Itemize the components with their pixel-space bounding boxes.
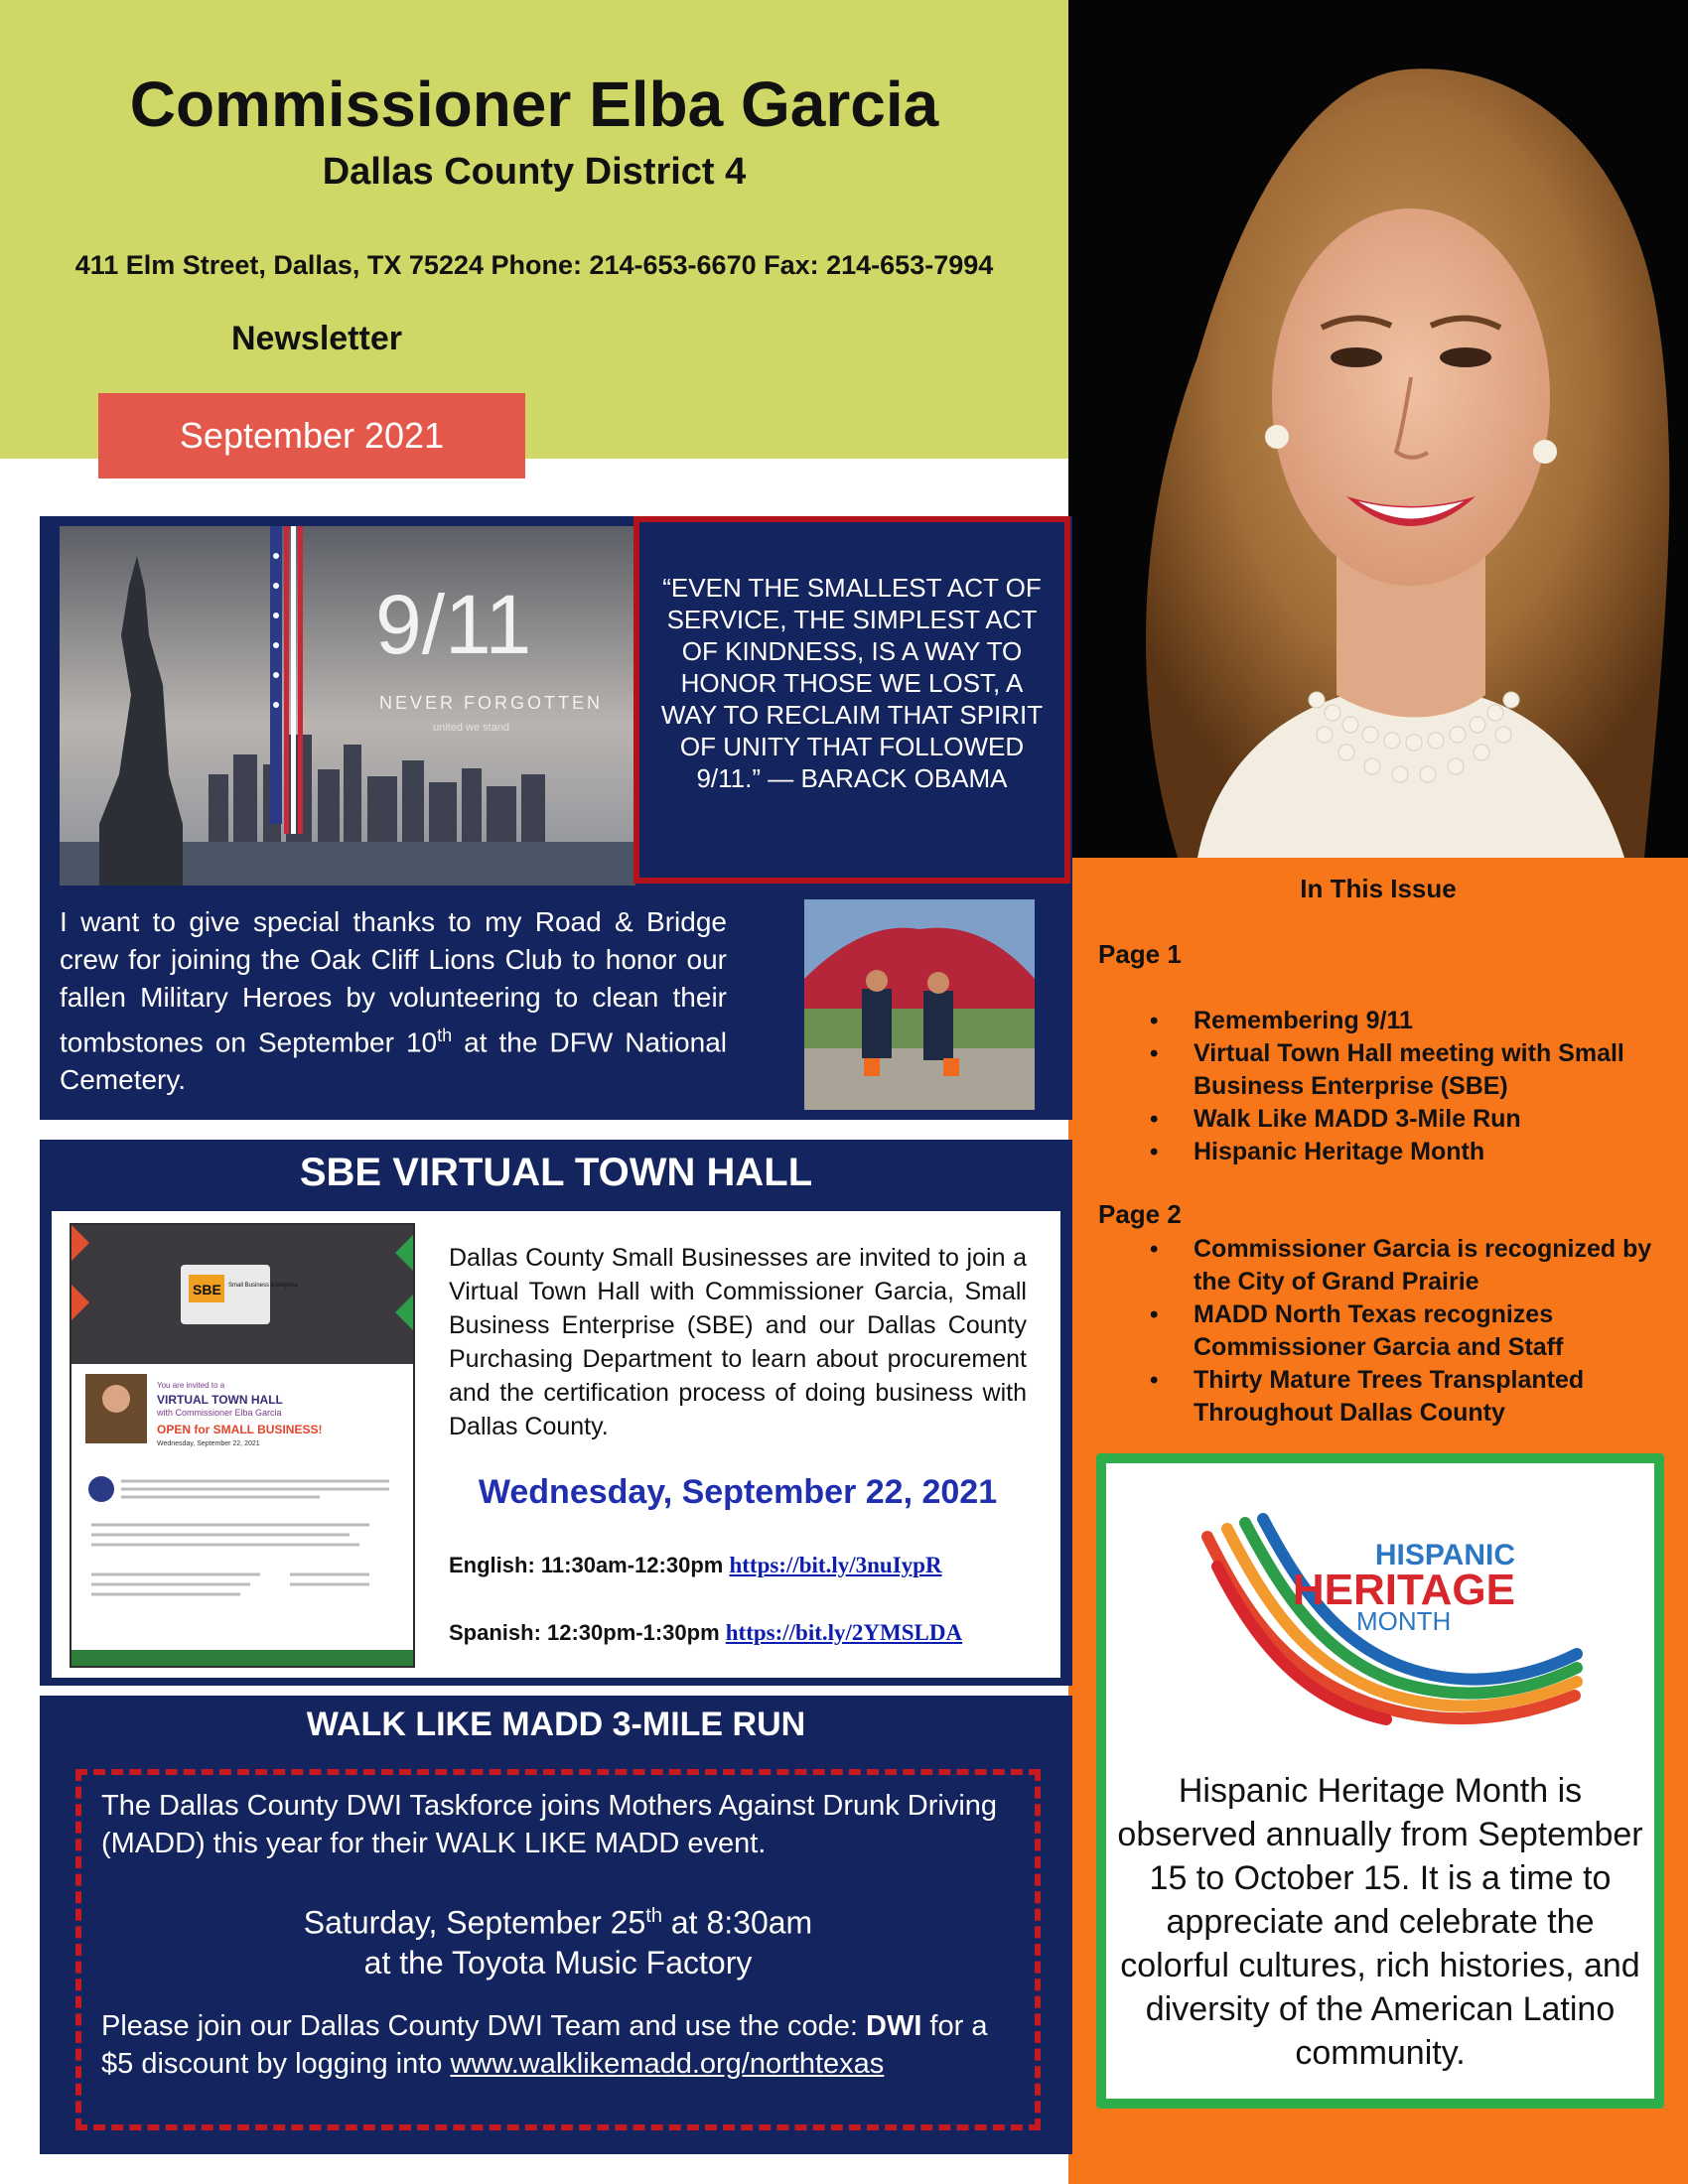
sbe-heading: [40, 1140, 1072, 1205]
list-item: • Thirty Mature Trees Transplanted Throughout Dallas County: [1098, 1364, 1674, 1430]
hispanic-heritage-logo: [1188, 1507, 1585, 1735]
sbe-event-date: Wednesday, September 22, 2021: [478, 1473, 998, 1511]
issue-date: September 2021: [179, 415, 445, 456]
newsletter-label: Newsletter: [231, 320, 402, 357]
english-session-label: English: 11:30am-12:30pm: [449, 1553, 730, 1577]
issue-date-badge: [98, 393, 525, 478]
madd-join-text: [101, 2007, 1015, 2083]
page-1-list: [1098, 1005, 1674, 1168]
in-this-issue-heading: In This Issue: [1300, 874, 1457, 903]
volunteer-crew-photo: [804, 899, 1035, 1110]
list-item: • Hispanic Heritage Month: [1098, 1136, 1674, 1168]
page-1-label: Page 1: [1098, 939, 1182, 969]
madd-time: at 8:30am: [661, 1904, 813, 1941]
list-item: • Remembering 9/11: [1098, 1005, 1674, 1037]
madd-intro: The Dallas County DWI Taskforce joins Mothers Against Drunk Driving (MADD) this year for their WALK LIKE MADD event.: [101, 1790, 998, 1859]
spanish-registration-link[interactable]: https://bit.ly/2YMSLDA: [725, 1620, 963, 1645]
nine-eleven-image: [60, 526, 635, 886]
page-2-label: Page 2: [1098, 1199, 1182, 1229]
heritage-logo-line1: HISPANIC: [1374, 1539, 1515, 1571]
flyer-invite: You are invited to a: [157, 1381, 225, 1390]
madd-date-line: [101, 1896, 1015, 1943]
page-2-list: [1098, 1233, 1674, 1430]
list-item: • Walk Like MADD 3-Mile Run: [1098, 1103, 1674, 1136]
flyer-open: OPEN for SMALL BUSINESS!: [157, 1423, 323, 1436]
image-caption: NEVER FORGOTTEN: [379, 693, 604, 713]
page-title: Commissioner Elba Garcia: [129, 68, 939, 140]
sbe-flyer: [70, 1223, 415, 1668]
english-registration-link[interactable]: https://bit.ly/3nuIypR: [729, 1553, 942, 1577]
image-tagline: united we stand: [433, 722, 510, 734]
madd-join-middle: for a $5 discount by logging into: [101, 2010, 988, 2080]
list-item: • Commissioner Garcia is recognized by the City of Grand Prairie: [1098, 1233, 1674, 1298]
flyer-badge-sub: Small Business Enterprise: [228, 1283, 299, 1289]
madd-heading: WALK LIKE MADD 3-MILE RUN: [306, 1706, 806, 1743]
madd-date-sup: th: [645, 1905, 662, 1927]
sbe-spanish-line: [449, 1620, 962, 1646]
image-title: 9/11: [375, 578, 532, 671]
madd-date: Saturday, September 25: [303, 1904, 646, 1941]
list-item: • Virtual Town Hall meeting with Small Business Enterprise (SBE): [1098, 1037, 1674, 1103]
flyer-date: Wednesday, September 22, 2021: [157, 1440, 260, 1447]
sbe-heading-text: SBE VIRTUAL TOWN HALL: [299, 1150, 813, 1194]
thanks-text-end: at the DFW National Cemetery.: [60, 1026, 727, 1096]
contact-address: 411 Elm Street, Dallas, TX 75224 Phone: 214-653-6670 Fax: 214-653-7994: [74, 250, 994, 280]
madd-registration-link[interactable]: www.walklikemadd.org/northtexas: [450, 2048, 885, 2080]
heritage-logo-line3: MONTH: [1356, 1606, 1452, 1636]
madd-event-when: [101, 1896, 1015, 1982]
spanish-session-label: Spanish: 12:30pm-1:30pm: [449, 1620, 726, 1645]
madd-discount-code: DWI: [866, 2010, 922, 2042]
obama-quote: [633, 516, 1070, 884]
commissioner-portrait: [1068, 0, 1688, 858]
thanks-superscript: th: [437, 1025, 453, 1045]
thanks-text: I want to give special thanks to my Road & Bridge crew for joining the Oak Cliff Lions Club to honor our fallen Military Heroes by volunteering to clean their tombstones on September 10: [60, 906, 727, 1058]
thanks-paragraph: [60, 903, 727, 1099]
sbe-english-line: [449, 1553, 942, 1578]
page-subtitle: Dallas County District 4: [322, 151, 747, 193]
madd-join-start: Please join our Dallas County DWI Team and use the code:: [101, 2010, 866, 2042]
flyer-headline: VIRTUAL TOWN HALL: [157, 1393, 283, 1407]
list-item: • MADD North Texas recognizes Commissioner Garcia and Staff: [1098, 1298, 1674, 1364]
madd-location: at the Toyota Music Factory: [363, 1944, 753, 1980]
heritage-description: Hispanic Heritage Month is observed annually from September 15 to October 15. It is a time to appreciate and celebrate the colorful cultures, rich histories, and diversity of the American Latino community.: [1117, 1772, 1643, 2072]
heritage-logo-line2: HERITAGE: [1292, 1566, 1515, 1614]
flyer-with: with Commissioner Elba Garcia: [157, 1408, 282, 1418]
quote-text: “EVEN THE SMALLEST ACT OF SERVICE, THE SIMPLEST ACT OF KINDNESS, IS A WAY TO HONOR THOSE WE LOST, A WAY TO RECLAIM THAT SPIRIT OF UNITY THAT FOLLOWED 9/11.” — BARACK OBAMA: [660, 573, 1044, 793]
sbe-description: Dallas County Small Businesses are invited to join a Virtual Town Hall with Commissioner Garcia, Small Business Enterprise (SBE) and our Dallas County Purchasing Department to learn about procurement and the certification process of doing business with Dallas County.: [449, 1244, 1027, 1440]
flyer-badge: SBE: [193, 1282, 221, 1297]
